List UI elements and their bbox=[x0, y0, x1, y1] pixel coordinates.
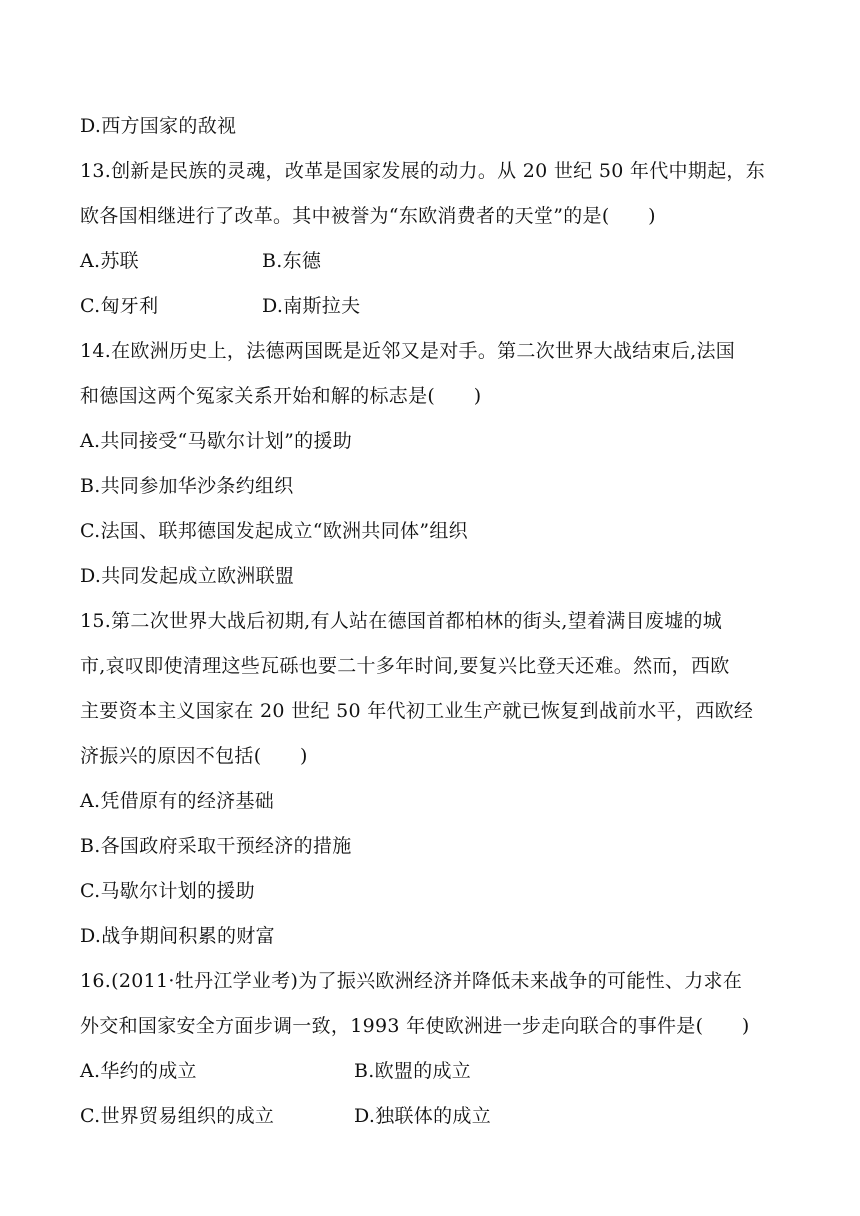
q13-option-b: B.东德 bbox=[262, 250, 322, 272]
q13-stem-line-2: 欧各国相继进行了改革。其中被誉为“东欧消费者的天堂”的是( ) bbox=[80, 205, 656, 227]
q14-stem-line-2: 和德国这两个冤家关系开始和解的标志是( ) bbox=[80, 385, 482, 407]
q15-option-d: D.战争期间积累的财富 bbox=[80, 925, 275, 947]
q14-option-d: D.共同发起成立欧洲联盟 bbox=[80, 565, 295, 587]
q16-option-a: A.华约的成立 bbox=[80, 1060, 197, 1082]
q15-stem-line-2: 市,哀叹即使清理这些瓦砾也要二十多年时间,要复兴比登天还难。然而，西欧 bbox=[80, 655, 730, 677]
q16-stem-line-2: 外交和国家安全方面步调一致，1993 年使欧洲进一步走向联合的事件是( ) bbox=[80, 1015, 750, 1037]
q14-option-c: C.法国、联邦德国发起成立“欧洲共同体”组织 bbox=[80, 520, 468, 542]
q13-stem-line-1: 13.创新是民族的灵魂，改革是国家发展的动力。从 20 世纪 50 年代中期起，东 bbox=[80, 160, 766, 182]
q15-stem-line-4: 济振兴的原因不包括( ) bbox=[80, 745, 308, 767]
prev-question-option-d: D.西方国家的敌视 bbox=[80, 115, 237, 137]
q14-option-a: A.共同接受“马歇尔计划”的援助 bbox=[80, 430, 352, 452]
q16-stem-line-1: 16.(2011·牡丹江学业考)为了振兴欧洲经济并降低未来战争的可能性、力求在 bbox=[80, 970, 743, 992]
q14-option-b: B.共同参加华沙条约组织 bbox=[80, 475, 294, 497]
q13-option-c: C.匈牙利 bbox=[80, 295, 159, 317]
q15-stem-line-3: 主要资本主义国家在 20 世纪 50 年代初工业生产就已恢复到战前水平，西欧经 bbox=[80, 700, 754, 722]
q15-stem-line-1: 15.第二次世界大战后初期,有人站在德国首都柏林的街头,望着满目废墟的城 bbox=[80, 610, 723, 632]
q13-option-a: A.苏联 bbox=[80, 250, 139, 272]
q15-option-c: C.马歇尔计划的援助 bbox=[80, 880, 255, 902]
q14-stem-line-1: 14.在欧洲历史上，法德两国既是近邻又是对手。第二次世界大战结束后,法国 bbox=[80, 340, 736, 362]
q15-option-a: A.凭借原有的经济基础 bbox=[80, 790, 275, 812]
q16-option-c: C.世界贸易组织的成立 bbox=[80, 1105, 275, 1127]
q16-option-d: D.独联体的成立 bbox=[354, 1105, 491, 1127]
q13-option-d: D.南斯拉夫 bbox=[262, 295, 361, 317]
q16-option-b: B.欧盟的成立 bbox=[354, 1060, 472, 1082]
q15-option-b: B.各国政府采取干预经济的措施 bbox=[80, 835, 352, 857]
